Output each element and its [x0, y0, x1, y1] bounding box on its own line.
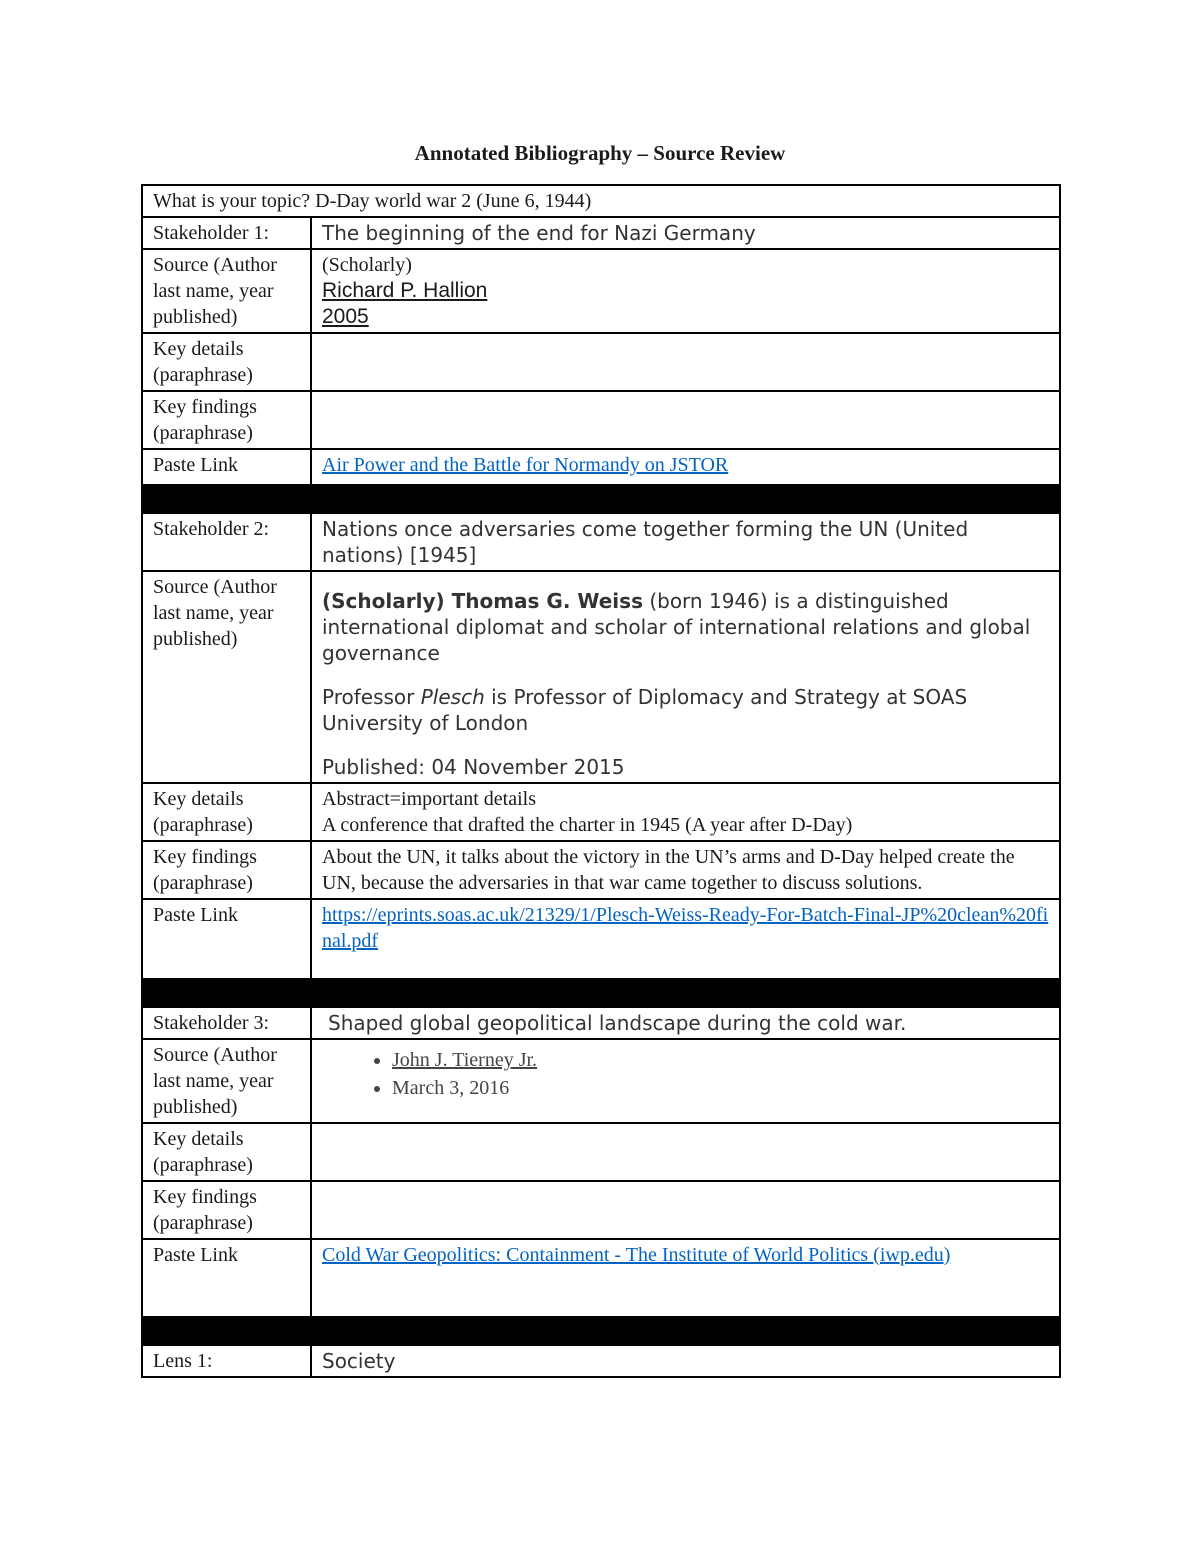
source1-row — [142, 249, 1060, 333]
stakeholder2-value[interactable]: Nations once adversaries come together forming the UN (United nations) [1945] — [311, 513, 1060, 571]
link1-anchor[interactable]: Air Power and the Battle for Normandy on JSTOR — [322, 454, 729, 476]
professor-desc: is Professor of Diplomacy and Strategy at SOAS University of London — [322, 685, 968, 735]
lens1-label: Lens 1: — [142, 1345, 311, 1377]
link2-row — [142, 899, 1060, 979]
link1-label: Paste Link — [142, 449, 311, 485]
link3-anchor[interactable]: Cold War Geopolitics: Containment - The Institute of World Politics (iwp.edu) — [322, 1244, 951, 1266]
lens1-value[interactable]: Society — [311, 1345, 1060, 1377]
link3-cell — [311, 1239, 1060, 1317]
keydetails1-value[interactable] — [311, 333, 1060, 391]
stakeholder1-row — [142, 217, 1060, 249]
keyfindings1-row — [142, 391, 1060, 449]
source1-value[interactable] — [311, 249, 1060, 333]
topic-row — [142, 185, 1060, 217]
stakeholder2-label: Stakeholder 2: — [142, 513, 311, 571]
source3-date: • March 3, 2016 — [392, 1074, 1049, 1102]
separator-row — [142, 979, 1060, 1007]
source2-value[interactable] — [311, 571, 1060, 783]
professor-prefix: Professor — [322, 685, 421, 709]
keyfindings3-value[interactable] — [311, 1181, 1060, 1239]
keyfindings1-value[interactable] — [311, 391, 1060, 449]
link2-label: Paste Link — [142, 899, 311, 979]
keyfindings3-row — [142, 1181, 1060, 1239]
keydetails2-line2: A conference that drafted the charter in 1945 (A year after D-Day) — [322, 814, 853, 836]
source2-author-bio: (born 1946) is a distinguished international diplomat and scholar of international relations and global governance — [322, 589, 1031, 665]
keyfindings2-label: Key findings (paraphrase) — [142, 841, 311, 899]
stakeholder3-row — [142, 1007, 1060, 1039]
link2-cell — [311, 899, 1060, 979]
link3-label: Paste Link — [142, 1239, 311, 1317]
source3-value[interactable] — [311, 1039, 1060, 1123]
keyfindings1-label: Key findings (paraphrase) — [142, 391, 311, 449]
keydetails2-label: Key details (paraphrase) — [142, 783, 311, 841]
source2-row — [142, 571, 1060, 783]
separator-row — [142, 1317, 1060, 1345]
keydetails1-label: Key details (paraphrase) — [142, 333, 311, 391]
link2-anchor[interactable]: https://eprints.soas.ac.uk/21329/1/Plesch-Weiss-Ready-For-Batch-Final-JP%20clean%20final.pdf — [322, 904, 1049, 952]
keydetails3-label: Key details (paraphrase) — [142, 1123, 311, 1181]
separator-row — [142, 485, 1060, 513]
source2-published: Published: 04 November 2015 — [322, 755, 625, 779]
lens1-row — [142, 1345, 1060, 1377]
keydetails3-value[interactable] — [311, 1123, 1060, 1181]
keyfindings2-row — [142, 841, 1060, 899]
keydetails3-row — [142, 1123, 1060, 1181]
stakeholder1-label: Stakeholder 1: — [142, 217, 311, 249]
keyfindings3-label: Key findings (paraphrase) — [142, 1181, 311, 1239]
source2-professor-text — [322, 684, 1049, 736]
link1-cell — [311, 449, 1060, 485]
source3-row — [142, 1039, 1060, 1123]
keydetails2-line1: Abstract=important details — [322, 788, 537, 810]
source1-year: 2005 — [322, 305, 369, 328]
source1-label: Source (Author last name, year published) — [142, 249, 311, 333]
source1-author: Richard P. Hallion — [322, 279, 488, 302]
keydetails1-row — [142, 333, 1060, 391]
keydetails2-row — [142, 783, 1060, 841]
source2-author: (Scholarly) Thomas G. Weiss — [322, 589, 643, 613]
source2-label: Source (Author last name, year published) — [142, 571, 311, 783]
topic-cell[interactable]: What is your topic? D-Day world war 2 (June 6, 1944) — [142, 185, 1060, 217]
source3-author: • John J. Tierney Jr. — [392, 1046, 1049, 1074]
stakeholder1-value[interactable]: The beginning of the end for Nazi Germany — [311, 217, 1060, 249]
keyfindings2-value[interactable]: About the UN, it talks about the victory in the UN’s arms and D-Day helped create the UN, because the adversaries in that war came together to discuss solutions. — [311, 841, 1060, 899]
source1-type: (Scholarly) — [322, 254, 412, 276]
source3-label: Source (Author last name, year published) — [142, 1039, 311, 1123]
stakeholder2-row — [142, 513, 1060, 571]
source3-list — [322, 1046, 1049, 1102]
source2-author-text — [322, 588, 1049, 666]
stakeholder3-value[interactable]: Shaped global geopolitical landscape during the cold war. — [311, 1007, 1060, 1039]
keydetails2-value[interactable] — [311, 783, 1060, 841]
link1-row — [142, 449, 1060, 485]
stakeholder3-label: Stakeholder 3: — [142, 1007, 311, 1039]
link3-row — [142, 1239, 1060, 1317]
bibliography-table — [141, 184, 1061, 1378]
professor-name: Plesch — [420, 685, 485, 709]
document-title: Annotated Bibliography – Source Review — [414, 141, 786, 165]
